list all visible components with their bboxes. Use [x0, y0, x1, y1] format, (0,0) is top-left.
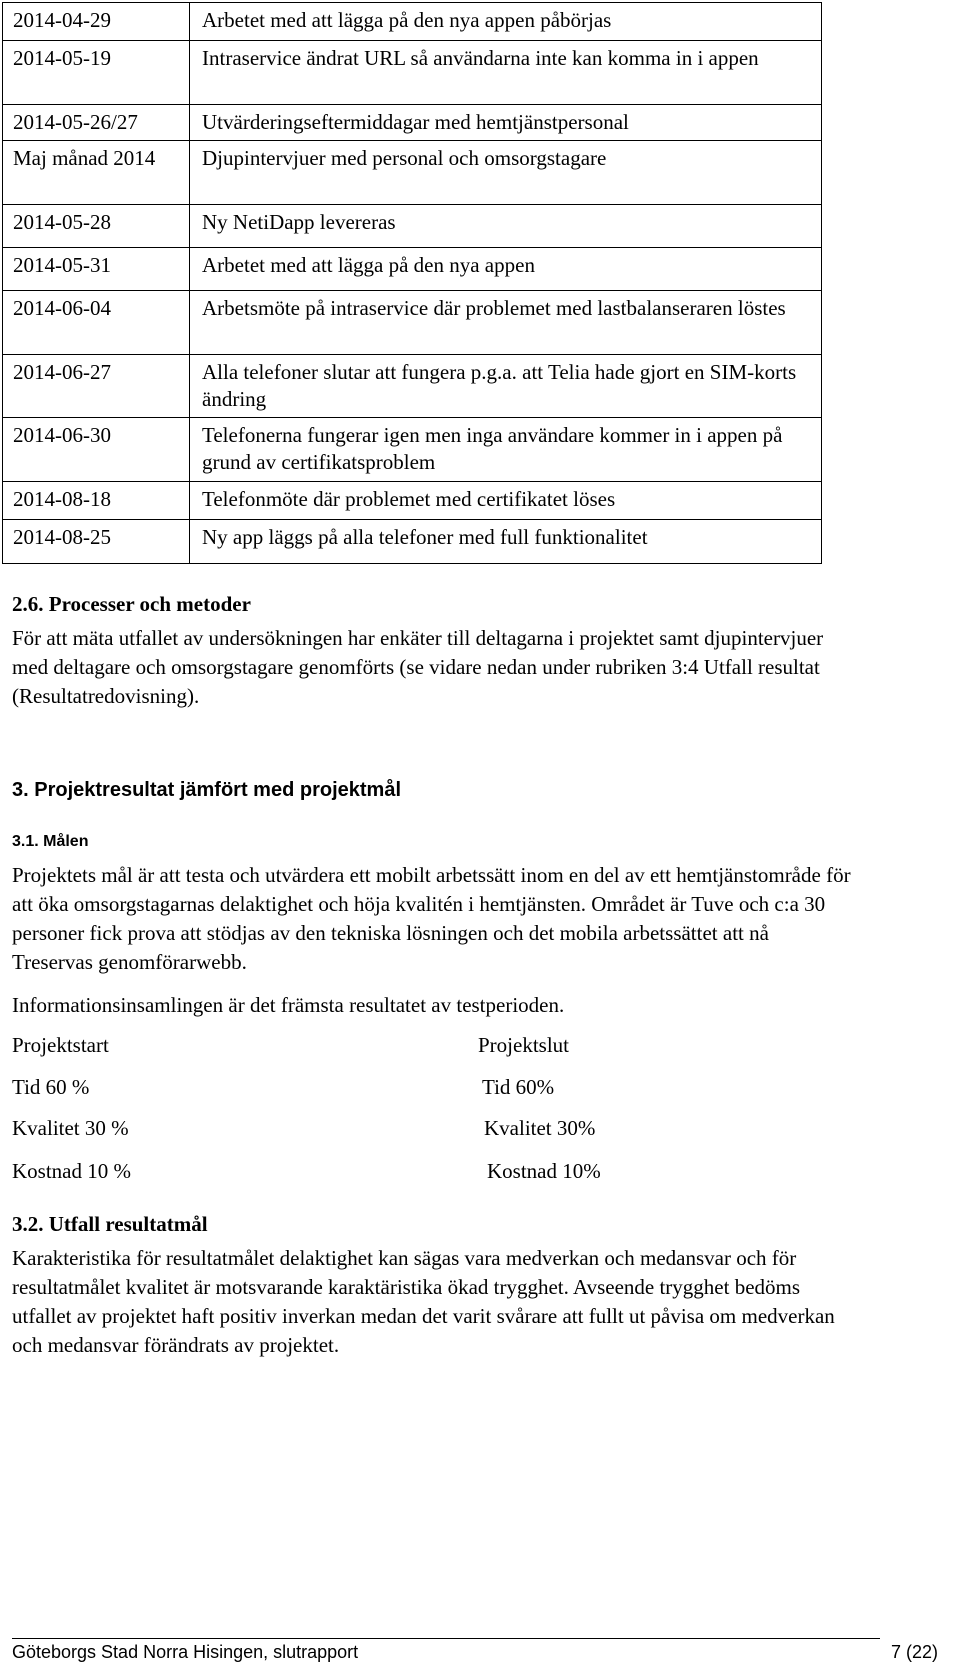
section-3-2-paragraph: Karakteristika för resultatmålet delaktighet kan sägas vara medverkan och medansvar och för resultatmålet kvalitet är motsvarande karaktäristika ökad trygghet. Avseende trygghet bedöms utfallet av projektet haft positiv inverkan medan det varit svårare att fullt ut påvisa om medverkan och medansvar förändrats av projektet.: [12, 1246, 835, 1357]
footer-title: Göteborgs Stad Norra Hisingen, slutrapport: [12, 1642, 359, 1662]
page-number: 7 (22): [890, 1642, 938, 1662]
section-2-6-paragraph: För att mäta utfallet av undersökningen har enkäter till deltagarna i projektet samt djupintervjuer med deltagare och omsorgstagare genomförts (se vidare nedan under rubriken 3:4 Utfall resultat (Resultatredovisning).: [12, 626, 824, 708]
section-3-1-info: Informationsinsamlingen är det främsta resultatet av testperioden.: [12, 993, 565, 1017]
footer-divider: [12, 1638, 880, 1639]
table-row: [3, 482, 822, 520]
section-3-1-paragraph: Projektets mål är att testa och utvärdera ett mobilt arbetssätt inom en del av ett hemtjänstområde för att öka omsorgstagarnas delaktighet och höja kvalitén i hemtjänsten. Området är Tuve och c:a 30 personer fick prova att stödjas av den tekniska lösningen och det mobila arbetssättet att nå Treservas genomförarwebb.: [12, 863, 851, 974]
table-row: [3, 520, 822, 564]
section-3-2-heading: 3.2. Utfall resultatmål: [12, 1212, 208, 1236]
timeline-event-cell: Alla telefoner slutar att fungera p.g.a. att Telia hade gjort en SIM-korts ändring: [190, 355, 822, 418]
timeline-date-cell: 2014-05-19: [3, 41, 190, 105]
table-row: [3, 418, 822, 482]
projektstart-label: Projektstart: [12, 1033, 109, 1057]
timeline-event-cell: Arbetet med att lägga på den nya appen: [190, 248, 822, 291]
section-2-6-heading: 2.6. Processer och metoder: [12, 592, 251, 616]
timeline-event-cell: Djupintervjuer med personal och omsorgstagare: [190, 141, 822, 205]
table-row: [3, 291, 822, 355]
timeline-date-cell: 2014-08-18: [3, 482, 190, 520]
projektslut-label: Projektslut: [478, 1033, 570, 1057]
timeline-event-cell: Ny app läggs på alla telefoner med full funktionalitet: [190, 520, 822, 564]
timeline-event-cell: Telefonerna fungerar igen men inga användare kommer in i appen på grund av certifikatsproblem: [190, 418, 822, 482]
table-row: [3, 355, 822, 418]
timeline-date-cell: Maj månad 2014: [3, 141, 190, 205]
start-kvalitet: Kvalitet 30 %: [12, 1116, 129, 1140]
table-row: [3, 41, 822, 105]
timeline-date-cell: 2014-04-29: [3, 3, 190, 41]
timeline-date-cell: 2014-05-28: [3, 205, 190, 248]
section-3-1-heading: 3.1. Målen: [12, 833, 89, 850]
timeline-date-cell: 2014-06-04: [3, 291, 190, 355]
table-row: [3, 141, 822, 205]
timeline-table: [2, 2, 822, 564]
timeline-event-cell: Intraservice ändrat URL så användarna inte kan komma in i appen: [190, 41, 822, 105]
start-kostnad: Kostnad 10 %: [12, 1159, 131, 1183]
timeline-date-cell: 2014-05-26/27: [3, 105, 190, 141]
start-tid: Tid 60 %: [12, 1075, 90, 1099]
timeline-event-cell: Telefonmöte där problemet med certifikatet löses: [190, 482, 822, 520]
timeline-date-cell: 2014-06-30: [3, 418, 190, 482]
timeline-date-cell: 2014-06-27: [3, 355, 190, 418]
timeline-date-cell: 2014-08-25: [3, 520, 190, 564]
table-row: [3, 105, 822, 141]
timeline-event-cell: Ny NetiDapp levereras: [190, 205, 822, 248]
end-kvalitet: Kvalitet 30%: [484, 1116, 596, 1140]
timeline-event-cell: Arbetsmöte på intraservice där problemet med lastbalanseraren löstes: [190, 291, 822, 355]
table-row: [3, 205, 822, 248]
table-row: [3, 248, 822, 291]
timeline-event-cell: Arbetet med att lägga på den nya appen påbörjas: [190, 3, 822, 41]
timeline-event-cell: Utvärderingseftermiddagar med hemtjänstpersonal: [190, 105, 822, 141]
end-tid: Tid 60%: [482, 1075, 555, 1099]
timeline-date-cell: 2014-05-31: [3, 248, 190, 291]
section-3-heading: 3. Projektresultat jämfört med projektmål: [12, 779, 402, 801]
end-kostnad: Kostnad 10%: [487, 1159, 601, 1183]
table-row: [3, 3, 822, 41]
